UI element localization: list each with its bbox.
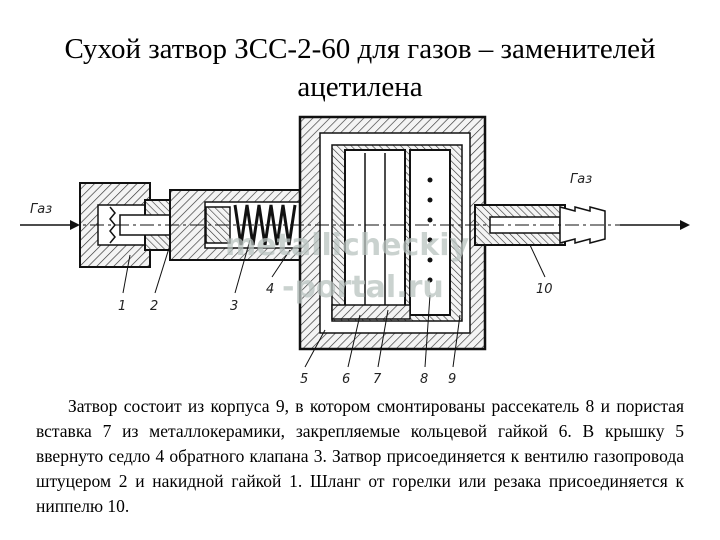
outlet-arrow [620, 220, 690, 230]
part-number-6: 6 [342, 372, 351, 387]
part-number-8: 8 [420, 372, 429, 387]
part-number-7: 7 [373, 372, 382, 387]
cross-section-drawing [20, 105, 700, 390]
valve-drawing-svg [20, 105, 700, 390]
watermark-line-2: -portal.ru [282, 270, 444, 305]
watermark-line-1: metallicheckiy [225, 228, 470, 263]
outlet-gas-label: Газ [570, 172, 593, 187]
part-number-5: 5 [300, 372, 309, 387]
part-number-3: 3 [230, 299, 239, 314]
part-number-1: 1 [118, 299, 127, 314]
part-number-2: 2 [150, 299, 159, 314]
part-number-9: 9 [448, 372, 457, 387]
description-paragraph: Затвор состоит из корпуса 9, в котором смонтированы рассекатель 8 и пористая вставка 7 из металлокерамики, закрепляемые кольцевой гайкой 6. В крышку 5 ввернуто седло 4 обратного клапана 3. Затвор присоединяется к вентилю газопровода штуцером 2 и накидной гайкой 1. Шланг от горелки или резака присоединяется к ниппелю 10. [36, 396, 684, 516]
part-number-4: 4 [266, 282, 275, 297]
part-number-10: 10 [536, 282, 553, 297]
ring-nut-part-6 [332, 305, 410, 319]
inlet-arrow [20, 220, 80, 230]
page-title: Сухой затвор ЗСС-2-60 для газов – заменителей ацетилена [64, 33, 656, 103]
inlet-gas-label: Газ [30, 202, 53, 217]
